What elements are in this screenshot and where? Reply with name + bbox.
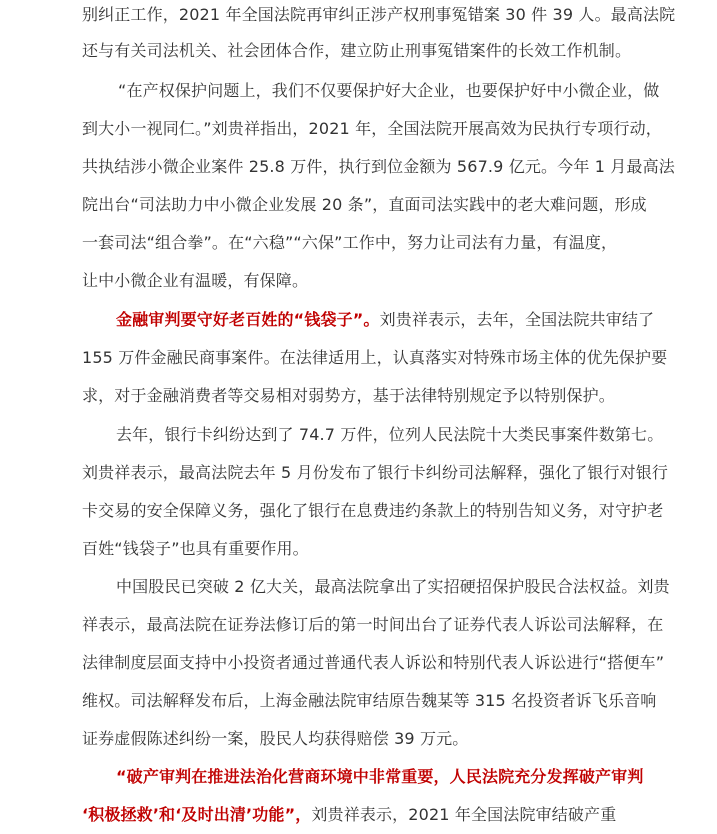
text-line: 155 万件金融民商事案件。在法律适用上，认真落实对特殊市场主体的优先保护要 xyxy=(82,348,668,367)
text-line: 到大小一视同仁。”刘贵祥指出，2021 年，全国法院开展高效为民执行专项行动， xyxy=(82,119,662,138)
highlight-heading: ‘积极拯救’和‘及时出清’功能”， xyxy=(82,805,312,824)
text-line: 让中小微企业有温暖，有保障。 xyxy=(82,271,309,290)
text-run: 刘贵祥表示，去年，全国法院共审结了 xyxy=(379,310,655,329)
text-line: 院出台“司法助力中小微企业发展 20 条”，直面司法实践中的老大难问题，形成 xyxy=(82,195,647,214)
text-line: 法律制度层面支持中小投资者通过普通代表人诉讼和特别代表人诉讼进行“搭便车” xyxy=(82,653,665,672)
paragraph-heading-line xyxy=(116,758,717,796)
text-line: 百姓“钱袋子”也具有重要作用。 xyxy=(82,539,309,558)
highlight-heading: 金融审判要守好老百姓的“钱袋子”。 xyxy=(116,310,380,329)
text-line: 还与有关司法机关、社会团体合作，建立防止刑事冤错案件的长效工作机制。 xyxy=(82,41,632,60)
text-line: 维权。司法解释发布后，上海金融法院审结原告魏某等 315 名投资者诉飞乐音响 xyxy=(82,691,657,710)
text-line: 一套司法“组合拳”。在“六稳”“六保”工作中，努力让司法有力量，有温度， xyxy=(82,233,618,252)
highlight-heading: “破产审判在推进法治化营商环境中非常重要，人民法院充分发挥破产审判 xyxy=(116,767,644,786)
text-line: 别纠正工作，2021 年全国法院再审纠正涉产权刑事冤错案 30 件 39 人。最高法院 xyxy=(82,5,676,24)
text-line: “在产权保护问题上，我们不仅要保护好大企业，也要保护好中小微企业，做 xyxy=(118,81,660,100)
text-line: 去年，银行卡纠纷达到了 74.7 万件，位列人民法院十大类民事案件数第七。 xyxy=(116,425,664,444)
text-line: 中国股民已突破 2 亿大关，最高法院拿出了实招硬招保护股民合法权益。刘贵 xyxy=(116,577,670,596)
paragraph-heading-line xyxy=(82,796,717,834)
text-line: 证券虚假陈述纠纷一案，股民人均获得赔偿 39 万元。 xyxy=(82,729,469,748)
text-line: 祥表示，最高法院在证券法修订后的第一时间出台了证券代表人诉讼司法解释，在 xyxy=(82,615,664,634)
text-line: 刘贵祥表示，最高法院去年 5 月份发布了银行卡纠纷司法解释，强化了银行对银行 xyxy=(82,463,669,482)
text-line: 卡交易的安全保障义务，强化了银行在息费违约条款上的特别告知义务，对守护老 xyxy=(82,501,664,520)
paragraph-heading-line xyxy=(116,301,717,339)
text-line: 共执结涉小微企业案件 25.8 万件，执行到位金额为 567.9 亿元。今年 1 月最高法 xyxy=(82,157,675,176)
text-run: 刘贵祥表示，2021 年全国法院审结破产重 xyxy=(311,805,617,824)
text-line: 求，对于金融消费者等交易相对弱势方，基于法律特别规定予以特别保护。 xyxy=(82,386,615,405)
